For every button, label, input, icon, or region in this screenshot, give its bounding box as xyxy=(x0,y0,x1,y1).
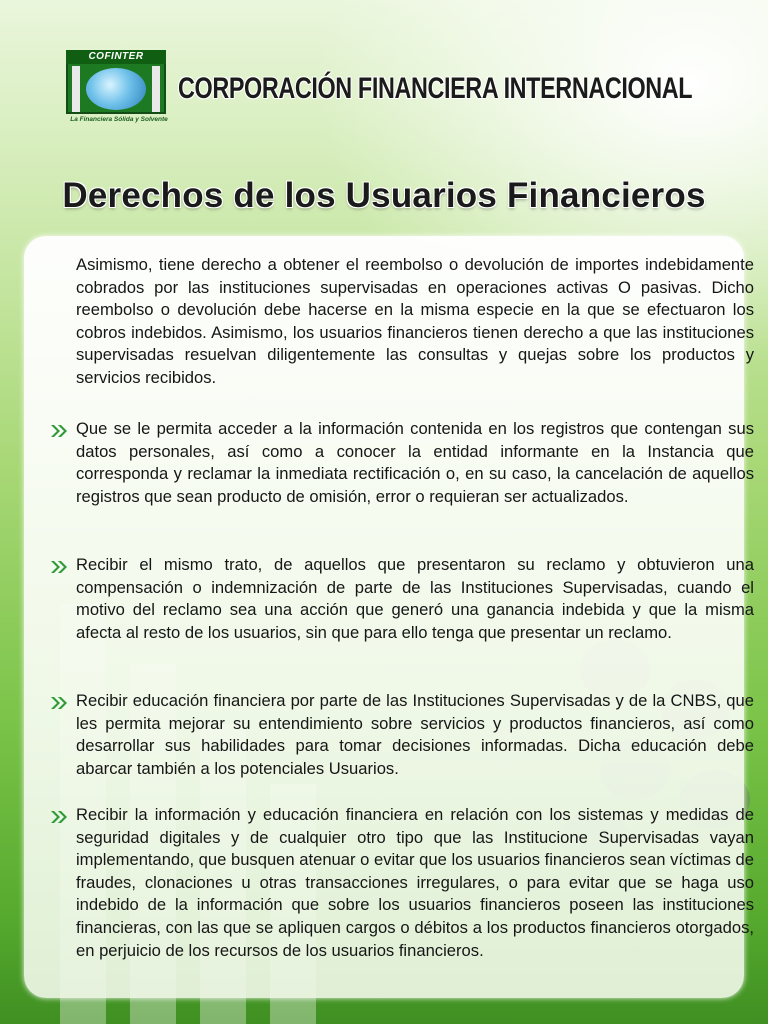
logo-column-right xyxy=(152,66,160,112)
double-chevron-icon xyxy=(50,424,68,438)
double-chevron-icon xyxy=(50,696,68,710)
page-title: Derechos de los Usuarios Financieros xyxy=(62,176,706,215)
list-item: Que se le permita acceder a la información contenida en los registros que contengan sus datos personales, así como a conocer la entidad informante en la Instancia que corresponda y reclamar la inmediata rectificación o, en su caso, la cancelación de aquellos registros que sean producto de omisión, error o requieran ser actualizados. xyxy=(76,419,754,506)
intro-paragraph: Asimismo, tiene derecho a obtener el reembolso o devolución de importes indebidamente cobrados por las instituciones supervisadas en operaciones activas O pasivas. Dicho reembolso o devolución debe hacerse en la misma especie en la que se efectuaron los cobros indebidos. Asimismo, los usuarios financieros tienen derecho a que las instituciones supervisadas resuelvan diligentemente las consultas y quejas sobre los productos y servicios recibidos. xyxy=(76,255,754,387)
logo-column-left xyxy=(72,66,80,112)
cofinter-logo xyxy=(66,50,168,123)
list-item: Recibir la información y educación financiera en relación con los sistemas y medidas de seguridad digitales y de cualquier otro tipo que las Institucione Supervisadas vayan implementando, que busquen atenuar o evitar que los usuarios financieros sean víctimas de fraudes, clonaciones u otras transacciones irregulares, o para evitar que se haga uso indebido de la información que sobre los usuarios financieros poseen las instituciones financieras, con las que se apliquen cargos o débitos a los productos financieros otorgados, en perjuicio de los recursos de los usuarios financieros. xyxy=(76,805,754,960)
double-chevron-icon xyxy=(50,560,68,574)
list-item: Recibir educación financiera por parte de las Instituciones Supervisadas y de la CNBS, que les permita mejorar su entendimiento sobre servicios y productos financieros, así como desarrollar sus habilidades para tomar decisiones informadas. Dicha educación debe abarcar también a los potenciales Usuarios. xyxy=(76,691,754,778)
content-panel xyxy=(24,236,754,998)
logo-tagline: La Financiera Sólida y Solvente xyxy=(70,116,168,123)
list-item: Recibir el mismo trato, de aquellos que presentaron su reclamo y obtuvieron una compensación o indemnización de parte de las Instituciones Supervisadas, cuando el motivo del reclamo sea una acción que generó una ganancia indebida y que la misma afecta al resto de los usuarios, sin que para ello tenga que presentar un reclamo. xyxy=(76,555,754,642)
company-name: CORPORACIÓN FINANCIERA INTERNACIONAL xyxy=(178,72,693,105)
header xyxy=(66,50,706,125)
logo-name: COFINTER xyxy=(66,50,166,64)
globe-icon xyxy=(86,68,146,110)
double-chevron-icon xyxy=(50,810,68,824)
